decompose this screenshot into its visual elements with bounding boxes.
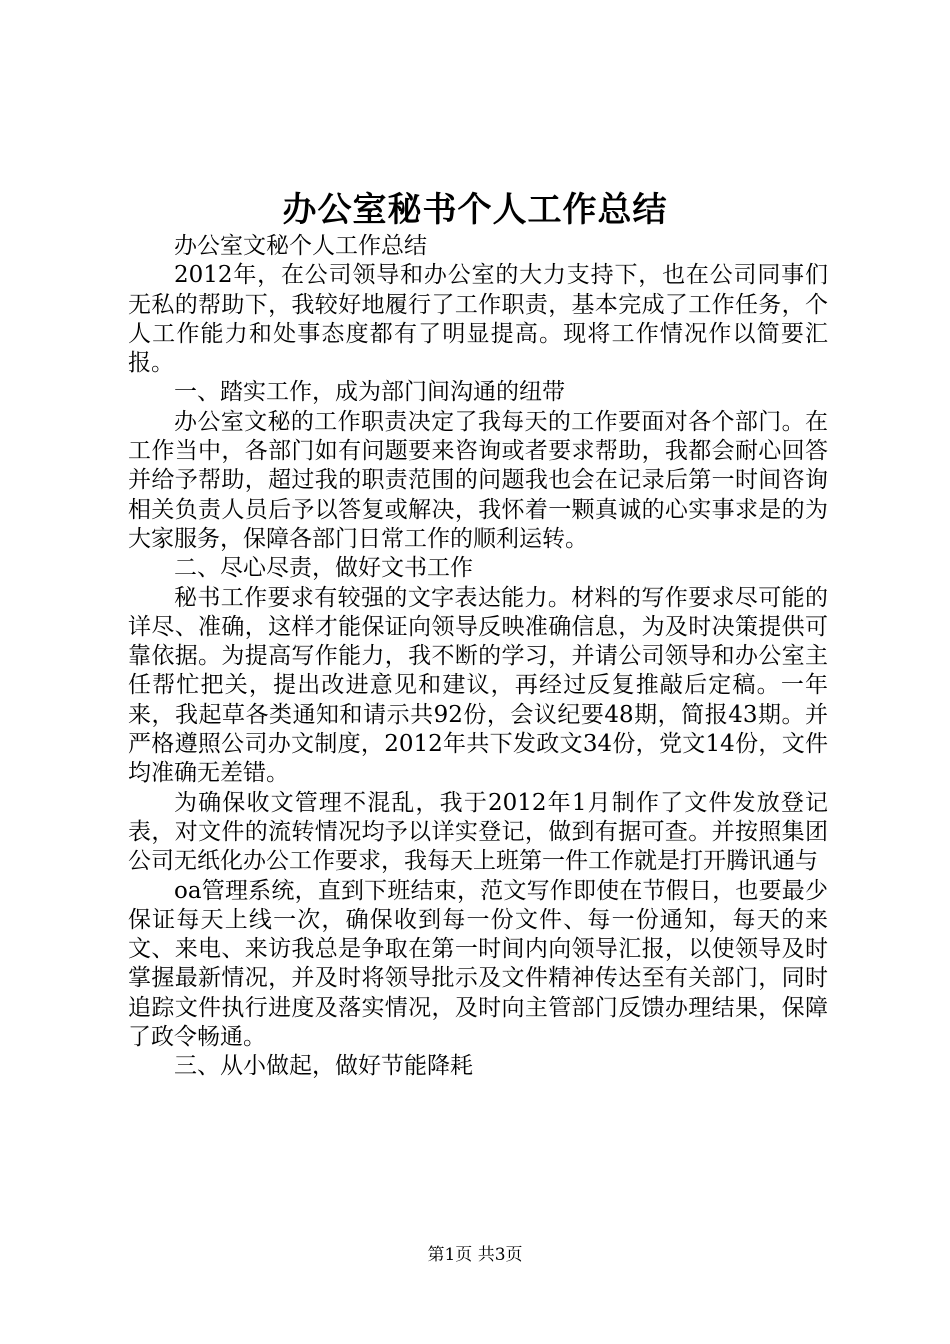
document-body — [128, 232, 828, 1082]
section-heading-1: 一、踏实工作，成为部门间沟通的纽带 — [174, 379, 565, 406]
page-footer: 第1页 共3页 — [427, 1245, 523, 1265]
section-2-paragraph-3: oa管理系统，直到下班结束，范文写作即使在节假日，也要最少保证每天上线一次，确保收到每一份文件、每一份通知，每天的来文、来电、来访我总是争取在第一时间内向领导汇报，以使领导及时掌握最新情况，并及时将领导批示及文件精神传达至有关部门，同时追踪文件执行进度及落实情况，及时向主管部门反馈办理结果，保障了政令畅通。 — [128, 877, 828, 1051]
section-2-paragraph-1: 秘书工作要求有较强的文字表达能力。材料的写作要求尽可能的详尽、准确，这样才能保证向领导反映准确信息，为及时决策提供可靠依据。为提高写作能力，我不断的学习，并请公司领导和办公室主任帮忙把关，提出改进意见和建议，再经过反复推敲后定稿。一年来，我起草各类通知和请示共92份，会议纪要48期，简报43期。并严格遵照公司办文制度，2012年共下发政文34份，党文14份，文件均准确无差错。 — [128, 584, 828, 787]
section-heading-2: 二、尽心尽责，做好文书工作 — [174, 555, 473, 582]
subtitle-paragraph: 办公室文秘个人工作总结 — [174, 233, 427, 259]
section-1-paragraph: 办公室文秘的工作职责决定了我每天的工作要面对各个部门。在工作当中，各部门如有问题要来咨询或者要求帮助，我都会耐心回答并给予帮助，超过我的职责范围的问题我也会在记录后第一时间咨询相关负责人员后予以答复或解决，我怀着一颗真诚的心实事求是的为大家服务，保障各部门日常工作的顺利运转。 — [128, 408, 828, 552]
section-heading-3: 三、从小做起，做好节能降耗 — [174, 1053, 473, 1080]
section-2-paragraph-2: 为确保收文管理不混乱，我于2012年1月制作了文件发放登记表，对文件的流转情况均予以详实登记，做到有据可查。并按照集团公司无纸化办公工作要求，我每天上班第一件工作就是打开腾讯通与 — [128, 789, 828, 875]
intro-paragraph: 2012年，在公司领导和办公室的大力支持下，也在公司同事们无私的帮助下，我较好地履行了工作职责，基本完成了工作任务，个人工作能力和处事态度都有了明显提高。现将工作情况作以简要汇报。 — [128, 262, 828, 377]
page-title: 办公室秘书个人工作总结 — [282, 190, 668, 230]
